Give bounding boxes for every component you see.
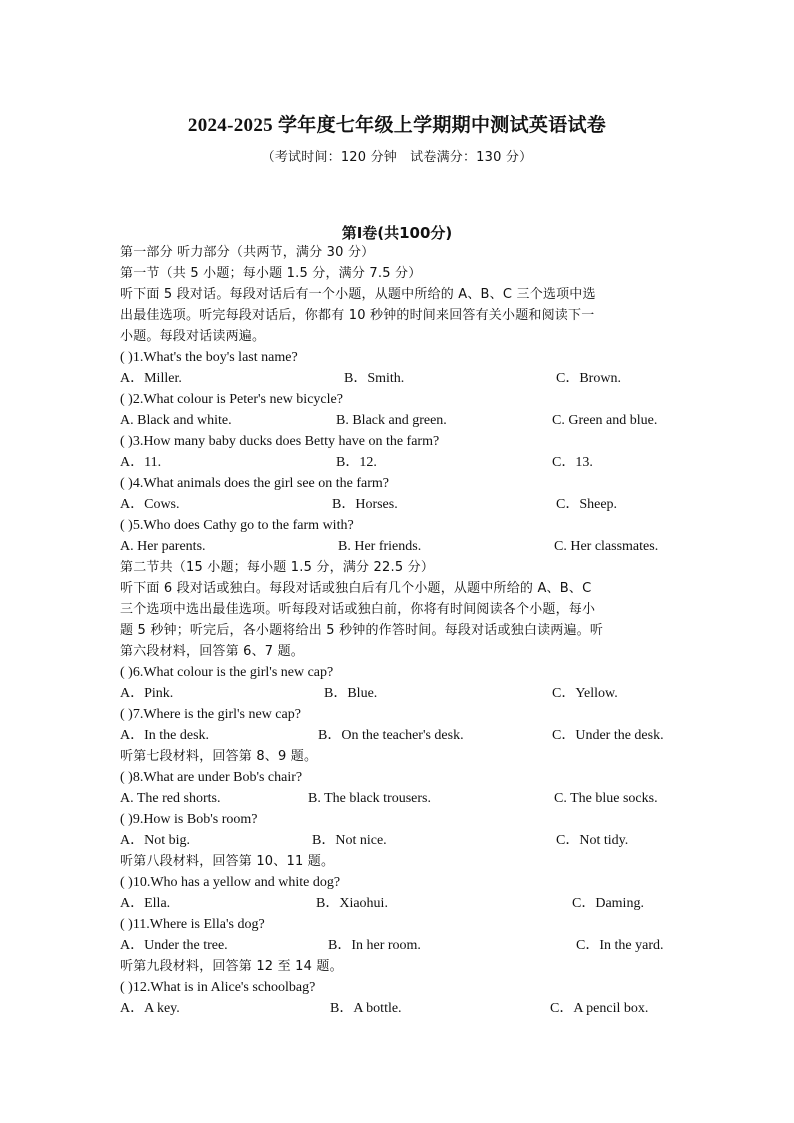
option-c: C. Green and blue. (552, 413, 658, 428)
question-stem: ( )12.What is in Alice's schoolbag? (120, 980, 316, 995)
question-options (120, 536, 680, 557)
option-b: B．12. (336, 455, 377, 470)
option-b: B．Blue. (324, 686, 378, 701)
option-a: A．Under the tree. (120, 938, 228, 953)
question-stem: ( )3.How many baby ducks does Betty have on the farm? (120, 434, 440, 449)
option-c: C．13. (552, 455, 593, 470)
part1-heading: 第一部分 听力部分（共两节，满分 30 分） (120, 245, 375, 260)
section1-instruction-line: 小题。每段对话读两遍。 (120, 329, 266, 344)
option-c: C．Sheep. (556, 497, 618, 512)
option-c: C. Her classmates. (554, 539, 659, 554)
option-c: C. The blue socks. (554, 791, 658, 806)
option-a: A．In the desk. (120, 728, 210, 743)
question-stem: ( )10.Who has a yellow and white dog? (120, 875, 341, 890)
question-options (120, 368, 680, 389)
option-b: B．Not nice. (312, 833, 387, 848)
option-c: C．Under the desk. (552, 728, 664, 743)
section2-instruction-line: 三个选项中选出最佳选项。听每段对话或独白前，你将有时间阅读各个小题，每小 (120, 602, 596, 617)
option-b: B．On the teacher's desk. (318, 728, 464, 743)
exam-subtitle: （考试时间：120 分钟 试卷满分：130 分） (261, 150, 533, 165)
question-options (120, 788, 680, 809)
option-a: A. Her parents. (120, 539, 206, 554)
question-options (120, 998, 680, 1019)
question-stem: ( )4.What animals does the girl see on the farm? (120, 476, 390, 491)
option-a: A．Miller. (120, 371, 182, 386)
question-options (120, 452, 680, 473)
option-b: B．Horses. (332, 497, 398, 512)
option-a: A．Cows. (120, 497, 180, 512)
question-stem: ( )9.How is Bob's room? (120, 812, 258, 827)
section2-instruction-line: 题 5 秒钟；听完后，各小题将给出 5 秒钟的作答时间。每段对话或独白读两遍。听 (120, 623, 604, 638)
option-c: C．Brown. (556, 371, 621, 386)
question-options (120, 893, 680, 914)
option-a: A. The red shorts. (120, 791, 221, 806)
question-options (120, 683, 680, 704)
question-options (120, 935, 680, 956)
option-b: B．In her room. (328, 938, 421, 953)
option-c: C．A pencil box. (550, 1001, 649, 1016)
question-stem: ( )8.What are under Bob's chair? (120, 770, 303, 785)
option-a: A. Black and white. (120, 413, 232, 428)
question-options (120, 830, 680, 851)
option-b: B. The black trousers. (308, 791, 431, 806)
option-b: B. Black and green. (336, 413, 447, 428)
question-stem: ( )11.Where is Ella's dog? (120, 917, 265, 932)
volume-heading: 第Ⅰ卷(共100分) (341, 224, 453, 242)
option-b: B．A bottle. (330, 1001, 402, 1016)
material-note: 听第七段材料，回答第 8、9 题。 (120, 749, 318, 764)
option-b: B．Smith. (344, 371, 405, 386)
section2-heading: 第二节共（15 小题；每小题 1.5 分，满分 22.5 分） (120, 560, 435, 575)
exam-body (120, 242, 680, 1019)
question-stem: ( )5.Who does Cathy go to the farm with? (120, 518, 354, 533)
option-a: A．Pink. (120, 686, 174, 701)
question-options (120, 494, 680, 515)
option-a: A．11. (120, 455, 162, 470)
question-stem: ( )1.What's the boy's last name? (120, 350, 298, 365)
exam-title: 2024-2025 学年度七年级上学期期中测试英语试卷 (187, 115, 607, 136)
option-a: A．Not big. (120, 833, 190, 848)
material-note: 听第八段材料，回答第 10、11 题。 (120, 854, 335, 869)
option-a: A．A key. (120, 1001, 180, 1016)
option-b: B．Xiaohui. (316, 896, 388, 911)
option-a: A．Ella. (120, 896, 171, 911)
question-stem: ( )7.Where is the girl's new cap? (120, 707, 301, 722)
question-options (120, 725, 680, 746)
section1-instruction-line: 出最佳选项。听完每段对话后，你都有 10 秒钟的时间来回答有关小题和阅读下一 (120, 308, 595, 323)
material-note: 听第九段材料，回答第 12 至 14 题。 (120, 959, 343, 974)
section2-instruction-line: 听下面 6 段对话或独白。每段对话或独白后有几个小题，从题中所给的 A、B、C (120, 581, 592, 596)
section2-instruction-line: 第六段材料，回答第 6、7 题。 (120, 644, 305, 659)
section1-instruction-line: 听下面 5 段对话。每段对话后有一个小题，从题中所给的 A、B、C 三个选项中选 (120, 287, 596, 302)
question-stem: ( )2.What colour is Peter's new bicycle? (120, 392, 343, 407)
option-c: C．In the yard. (576, 938, 664, 953)
option-c: C．Daming. (572, 896, 644, 911)
section1-heading: 第一节（共 5 小题；每小题 1.5 分，满分 7.5 分） (120, 266, 422, 281)
question-options (120, 410, 680, 431)
option-c: C．Yellow. (552, 686, 618, 701)
question-stem: ( )6.What colour is the girl's new cap? (120, 665, 334, 680)
option-b: B. Her friends. (338, 539, 422, 554)
option-c: C．Not tidy. (556, 833, 629, 848)
